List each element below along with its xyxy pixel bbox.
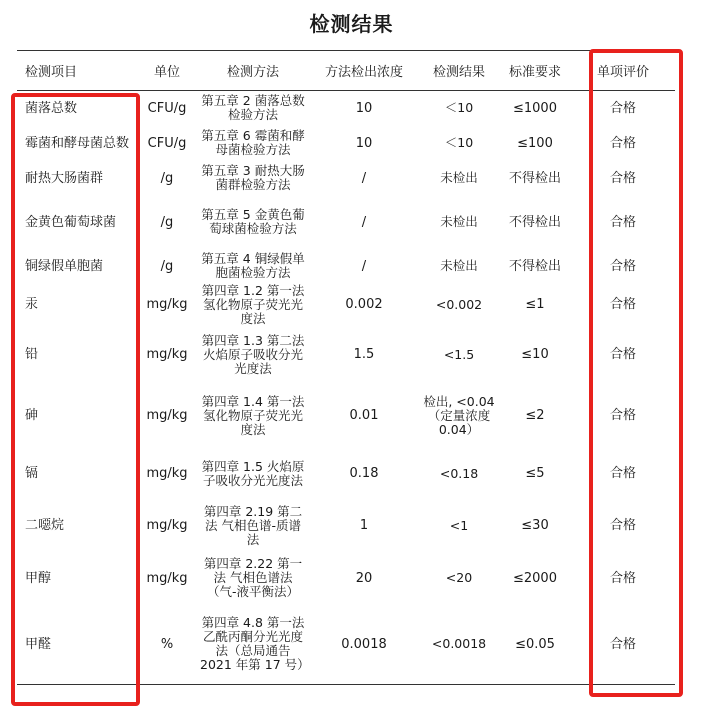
cell-item: 霉菌和酵母菌总数	[25, 135, 130, 151]
cell-lod: /	[361, 170, 367, 186]
cell-item: 耐热大肠菌群	[25, 170, 104, 186]
cell-method: 第五章 3 耐热大肠菌群检验方法	[201, 163, 305, 192]
cell-unit: mg/kg	[146, 518, 188, 533]
cell-unit: /g	[160, 258, 174, 274]
cell-lod: 0.18	[349, 466, 379, 481]
table-header-row	[17, 51, 675, 91]
cell-unit: mg/kg	[146, 570, 188, 586]
cell-unit: mg/kg	[146, 466, 188, 481]
cell-evaluation: 合格	[609, 570, 636, 586]
cell-method: 第五章 4 铜绿假单胞菌检验方法	[201, 251, 305, 280]
cell-standard: ≤1000	[513, 100, 557, 116]
cell-standard: ≤30	[521, 518, 549, 533]
cell-item: 菌落总数	[25, 100, 78, 116]
cell-standard: 不得检出	[508, 170, 561, 186]
cell-standard: 不得检出	[508, 258, 561, 274]
cell-method: 第四章 2.19 第二法 气相色谱-质谱法	[203, 503, 303, 547]
cell-evaluation: 合格	[609, 408, 636, 423]
cell-standard: ≤5	[525, 466, 545, 481]
cell-item: 二噁烷	[25, 518, 65, 533]
highlight-box-evaluation	[589, 49, 683, 697]
cell-unit: mg/kg	[146, 347, 188, 362]
cell-evaluation: 合格	[609, 258, 636, 274]
cell-result: 检出, <0.04（定量浓度 0.04）	[423, 393, 495, 437]
cell-method: 第四章 1.2 第一法 氢化物原子荧光光度法	[201, 282, 305, 326]
cell-item: 砷	[25, 408, 39, 423]
cell-lod: 0.0018	[309, 605, 419, 685]
cell-evaluation: 合格	[609, 518, 636, 533]
cell-item: 镉	[25, 466, 39, 481]
cell-unit: mg/kg	[146, 408, 188, 423]
cell-standard: ≤2	[525, 408, 545, 423]
highlight-box-items	[11, 93, 140, 706]
cell-item: 铅	[25, 347, 39, 362]
header-unit: 单位	[137, 51, 197, 91]
cell-result: 未检出	[440, 170, 478, 185]
header-standard: 标准要求	[499, 51, 571, 91]
cell-result: <0.18	[439, 465, 479, 481]
cell-result: 未检出	[440, 258, 478, 273]
cell-evaluation: 合格	[609, 466, 636, 481]
cell-method: 第四章 1.3 第二法 火焰原子吸收分光光度法	[201, 332, 305, 376]
cell-method: 第四章 1.5 火焰原子吸收分光光度法	[201, 458, 305, 488]
cell-standard: ≤0.05	[499, 605, 571, 685]
cell-evaluation: 合格	[609, 347, 636, 362]
cell-item: 甲醛	[17, 605, 137, 685]
cell-lod: 0.01	[349, 408, 379, 423]
header-result: 检测结果	[419, 51, 499, 91]
cell-lod: 10	[355, 135, 373, 151]
cell-method: 第五章 2 菌落总数检验方法	[201, 93, 305, 123]
cell-result: 未检出	[440, 214, 478, 229]
cell-lod: 1.5	[353, 347, 375, 362]
cell-standard: ≤100	[517, 135, 553, 151]
cell-lod: 10	[355, 100, 373, 116]
header-method: 检测方法	[197, 51, 309, 91]
cell-standard: ≤10	[521, 347, 549, 362]
cell-lod: 0.002	[345, 297, 383, 312]
cell-evaluation: 合格	[571, 605, 675, 685]
cell-lod: /	[361, 258, 367, 274]
cell-lod: /	[361, 214, 367, 230]
cell-result: <1.5	[443, 346, 475, 362]
cell-evaluation: 合格	[609, 214, 636, 230]
cell-evaluation: 合格	[609, 170, 636, 186]
cell-unit: CFU/g	[147, 135, 187, 151]
cell-method: 第四章 4.8 第一法 乙酰丙酮分光光度法（总局通告 2021 年第 17 号）	[197, 605, 309, 685]
cell-item: 汞	[25, 297, 39, 312]
cell-result: <20	[445, 570, 473, 585]
cell-result: ＜10	[444, 135, 474, 150]
cell-item: 甲醇	[25, 570, 52, 586]
cell-unit: %	[137, 605, 197, 685]
cell-evaluation: 合格	[609, 297, 636, 312]
cell-unit: /g	[160, 170, 174, 186]
cell-result: <0.002	[435, 296, 483, 312]
cell-standard: ≤1	[525, 297, 545, 312]
cell-evaluation: 合格	[609, 135, 636, 151]
cell-unit: /g	[160, 214, 174, 230]
cell-method: 第五章 5 金黄色葡萄球菌检验方法	[201, 207, 305, 236]
cell-method: 第四章 1.4 第一法 氢化物原子荧光光度法	[201, 393, 305, 437]
header-lod: 方法检出浓度	[309, 51, 419, 91]
cell-unit: mg/kg	[146, 297, 188, 312]
cell-method: 第四章 2.22 第一法 气相色谱法（气-液平衡法）	[203, 556, 303, 599]
cell-item: 铜绿假单胞菌	[25, 258, 104, 274]
cell-method: 第五章 6 霉菌和酵母菌检验方法	[201, 128, 305, 157]
cell-standard: 不得检出	[508, 214, 561, 230]
cell-evaluation: 合格	[609, 100, 636, 116]
cell-result: <0.0018	[419, 605, 499, 685]
cell-result: ＜10	[444, 100, 474, 116]
header-item: 检测项目	[17, 51, 137, 91]
cell-item: 金黄色葡萄球菌	[25, 214, 117, 230]
cell-unit: CFU/g	[147, 100, 187, 116]
cell-standard: ≤2000	[513, 570, 557, 586]
cell-lod: 1	[359, 518, 369, 533]
cell-result: <1	[449, 517, 469, 533]
cell-lod: 20	[355, 570, 373, 586]
page-title: 检测结果	[309, 12, 394, 36]
header-evaluation: 单项评价	[571, 51, 675, 91]
